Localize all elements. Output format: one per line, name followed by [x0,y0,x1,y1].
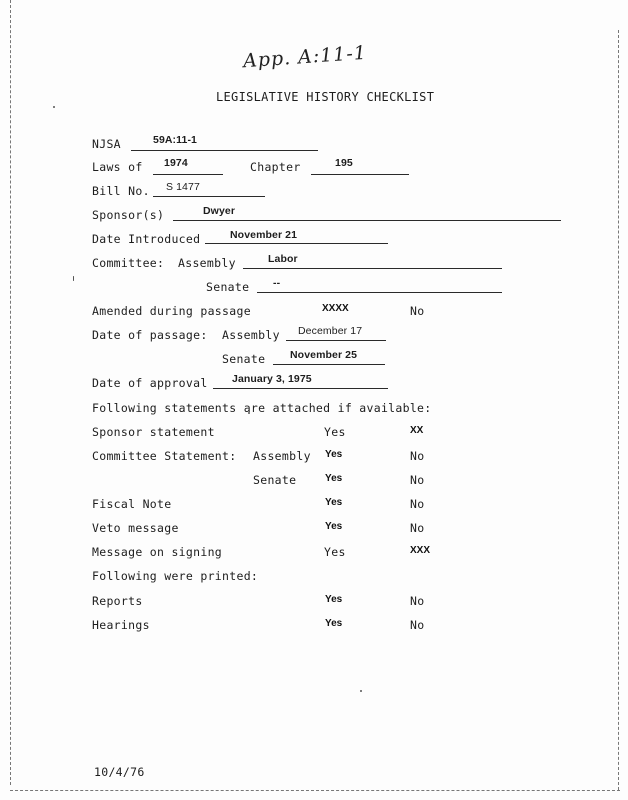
committee-senate-label: Senate [206,280,250,294]
signing-message-yes: Yes [324,545,346,559]
statements-heading: Following statements are attached if available: [92,401,432,415]
fiscal-note-no: No [410,497,425,511]
committee-statement-assembly-no: No [410,449,425,463]
approval-label: Date of approval [92,376,208,390]
committee-assembly-line [243,268,502,269]
footer-date: 10/4/76 [94,765,145,779]
committee-statement-senate-no: No [410,473,425,487]
committee-statement-assembly-yes-struck: Yes [325,449,343,460]
signing-message-label: Message on signing [92,545,223,559]
sponsor-statement-no-struck: XX [410,425,424,436]
introduced-line [205,243,388,244]
speck [53,106,55,108]
fiscal-note-label: Fiscal Note [92,497,172,511]
introduced-label: Date Introduced [92,232,201,246]
bill-line [153,196,265,197]
passage-senate-value: November 25 [290,349,358,361]
introduced-value: November 21 [230,229,298,241]
committee-senate-value: -- [273,277,281,289]
committee-statement-senate-label: Senate [253,473,297,487]
laws-value: 1974 [164,157,188,169]
laws-label: Laws of [92,160,143,174]
sponsor-value: Dwyer [203,205,236,217]
sponsor-statement-yes: Yes [324,425,346,439]
bottom-scan-edge [10,790,620,791]
fiscal-note-yes-struck: Yes [325,497,343,508]
amended-label: Amended during passage [92,304,251,318]
committee-assembly-label: Assembly [178,256,236,270]
bill-label: Bill No. [92,184,150,198]
reports-label: Reports [92,594,143,608]
veto-message-yes-struck: Yes [325,521,343,532]
chapter-line [311,174,409,175]
hearings-label: Hearings [92,618,150,632]
handwritten-annotation: App. A:11-1 [242,41,368,73]
signing-message-no-struck: XXX [410,545,431,556]
njsa-value: 59A:11-1 [153,134,197,146]
approval-line [213,388,388,389]
reports-yes-struck: Yes [325,594,343,605]
amended-no: No [410,304,425,318]
passage-assembly-label: Assembly [222,328,280,342]
laws-line [153,174,223,175]
njsa-line [131,150,318,151]
passage-assembly-value: December 17 [298,325,363,337]
committee-label: Committee: [92,256,165,270]
veto-message-label: Veto message [92,521,179,535]
committee-statement-label: Committee Statement: [92,449,237,463]
left-scan-edge [10,0,11,785]
speck [73,276,74,281]
passage-label: Date of passage: [92,328,208,342]
hearings-yes-struck: Yes [325,618,343,629]
committee-statement-assembly-label: Assembly [253,449,311,463]
committee-statement-senate-yes-struck: Yes [325,473,343,484]
chapter-value: 195 [335,157,353,169]
passage-senate-label: Senate [222,352,266,366]
speck [360,690,362,692]
reports-no: No [410,594,425,608]
passage-senate-line [273,364,385,365]
sponsor-label: Sponsor(s) [92,208,165,222]
sponsor-line [173,220,561,221]
passage-assembly-line [286,340,386,341]
page-title: LEGISLATIVE HISTORY CHECKLIST [216,90,435,104]
committee-senate-line [257,292,502,293]
amended-yes-struck: XXXX [322,303,349,314]
printed-heading: Following were printed: [92,569,259,583]
njsa-label: NJSA [92,137,121,151]
chapter-label: Chapter [250,160,301,174]
bill-value: S 1477 [166,181,200,193]
hearings-no: No [410,618,425,632]
veto-message-no: No [410,521,425,535]
sponsor-statement-label: Sponsor statement [92,425,215,439]
committee-assembly-value: Labor [268,253,298,265]
approval-value: January 3, 1975 [232,373,312,385]
right-scan-edge [618,30,619,790]
